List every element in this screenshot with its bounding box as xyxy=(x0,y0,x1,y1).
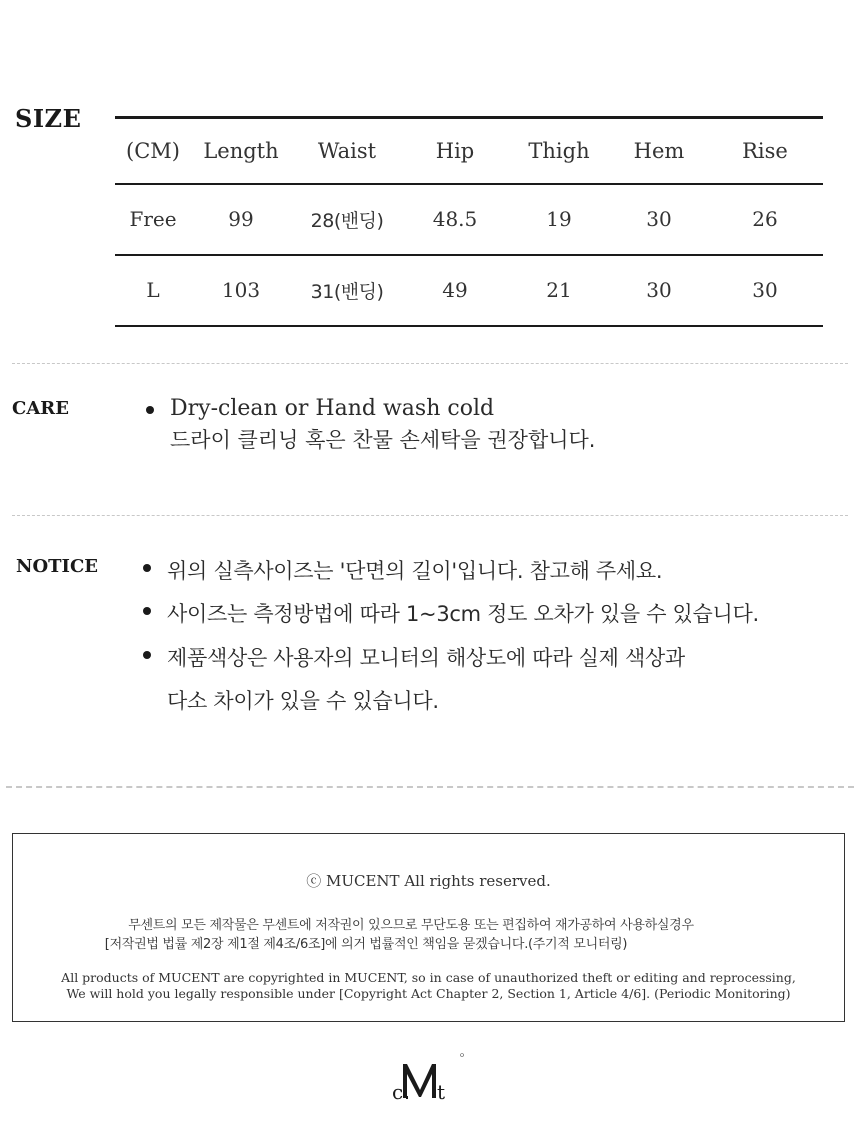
bullet-icon xyxy=(143,564,151,572)
notice-item: 위의 실측사이즈는 '단면의 길이'입니다. 참고해 주세요. xyxy=(167,559,663,583)
bullet-icon xyxy=(143,607,151,615)
hem-cell: 30 xyxy=(646,278,672,302)
notice-item: 제품색상은 사용자의 모니터의 해상도에 따라 실제 색상과 xyxy=(167,646,685,670)
length-cell: 99 xyxy=(228,207,254,231)
section-divider xyxy=(12,515,848,516)
hip-cell: 48.5 xyxy=(432,207,478,231)
notice-item-continuation: 다소 차이가 있을 수 있습니다. xyxy=(167,689,439,713)
logo-letter-t: t xyxy=(437,1080,446,1104)
column-header-hem: Hem xyxy=(633,138,685,163)
column-header-thigh: Thigh xyxy=(528,138,590,163)
copyright-box xyxy=(12,833,845,1022)
table-row xyxy=(115,255,823,326)
bullet-icon xyxy=(146,406,154,414)
copyright-notice-ko: 무센트의 모든 제작물은 무센트에 저작권이 있으므로 무단도용 또는 편집하여 재가공하여 사용하실경우 xyxy=(128,918,694,933)
section-divider xyxy=(6,786,854,788)
care-instruction-ko: 드라이 클리닝 혹은 찬물 손세탁을 권장합니다. xyxy=(170,428,596,452)
hip-cell: 49 xyxy=(442,278,468,302)
waist-cell: 28(밴딩) xyxy=(310,209,384,232)
table-row xyxy=(115,184,823,255)
column-header-waist: Waist xyxy=(317,138,377,163)
size-table xyxy=(115,116,823,327)
waist-cell: 31(밴딩) xyxy=(310,280,384,303)
thigh-cell: 19 xyxy=(546,207,572,231)
hem-cell: 30 xyxy=(646,207,672,231)
rise-cell: 26 xyxy=(752,207,778,231)
length-cell: 103 xyxy=(221,278,261,302)
section-divider xyxy=(12,363,848,364)
column-header-hip: Hip xyxy=(435,138,475,163)
copyright-notice-en: We will hold you legally responsible under [Copyright Act Chapter 2, Section 1, Article 4/6]. (Periodic Monitoring) xyxy=(66,986,791,1001)
care-instruction-en: Dry-clean or Hand wash cold xyxy=(170,396,495,421)
size-cell: L xyxy=(146,278,160,302)
care-heading: CARE xyxy=(12,398,69,419)
thigh-cell: 21 xyxy=(546,278,572,302)
notice-heading: NOTICE xyxy=(16,556,98,577)
column-header-unit: (CM) xyxy=(126,138,180,163)
size-heading: SIZE xyxy=(15,104,82,133)
logo-letter-c: c xyxy=(392,1080,404,1104)
copyright-notice-en: All products of MUCENT are copyrighted in MUCENT, so in case of unauthorized theft or editing and reprocessing, xyxy=(61,970,796,985)
size-cell: Free xyxy=(129,207,177,231)
copyright-title: ⓒ MUCENT All rights reserved. xyxy=(306,872,551,890)
rise-cell: 30 xyxy=(752,278,778,302)
bullet-icon xyxy=(143,651,151,659)
column-header-length: Length xyxy=(203,138,279,163)
table-header-row xyxy=(115,118,823,184)
notice-item: 사이즈는 측정방법에 따라 1~3cm 정도 오차가 있을 수 있습니다. xyxy=(167,602,759,626)
copyright-notice-ko: [저작권법 법률 제2장 제1절 제4조/6조]에 의거 법률적인 책임을 묻겠습니다.(주기적 모니터링) xyxy=(104,937,628,952)
logo-letter-m xyxy=(403,1064,436,1098)
logo-mark xyxy=(461,1054,464,1057)
column-header-rise: Rise xyxy=(742,138,788,163)
mucent-logo xyxy=(392,1050,472,1105)
